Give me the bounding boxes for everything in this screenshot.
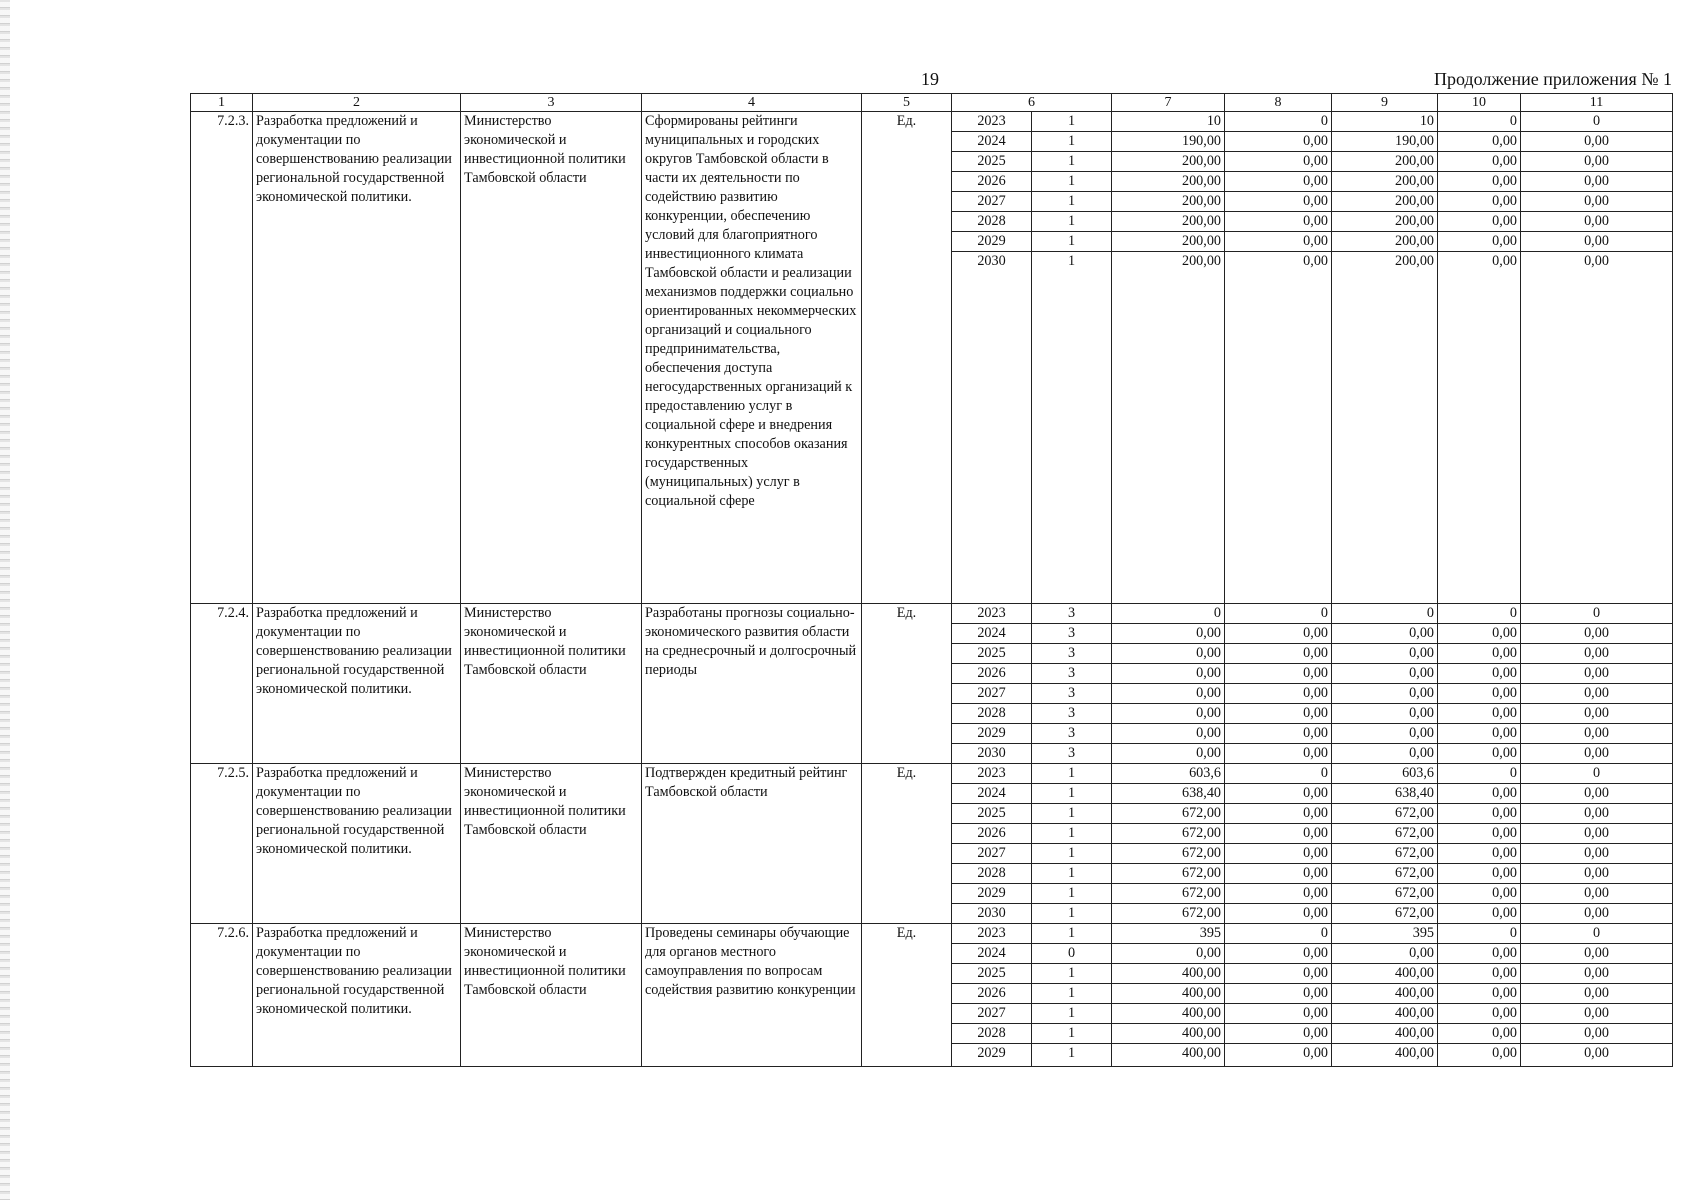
- value-regional-cell: 190,00: [1332, 132, 1438, 152]
- continuation-label: Продолжение приложения № 1: [1433, 69, 1672, 89]
- executor-cell: Министерство экономической и инвестиционной политики Тамбовской области: [461, 924, 642, 1067]
- value-extra-cell: 0,00: [1521, 844, 1673, 864]
- value-total-cell: 200,00: [1112, 252, 1225, 604]
- value-extra-cell: 0,00: [1521, 944, 1673, 964]
- value-extra-cell: 0: [1521, 112, 1673, 132]
- value-federal-cell: 0: [1225, 112, 1332, 132]
- value-extra-cell: 0,00: [1521, 784, 1673, 804]
- value-federal-cell: 0,00: [1225, 1004, 1332, 1024]
- year-cell: 2023: [952, 112, 1032, 132]
- year-cell: 2028: [952, 704, 1032, 724]
- col-header: 7: [1112, 94, 1225, 112]
- year-cell: 2026: [952, 172, 1032, 192]
- value-municipal-cell: 0: [1438, 112, 1521, 132]
- count-cell: 1: [1032, 252, 1112, 604]
- value-total-cell: 672,00: [1112, 804, 1225, 824]
- appendix-table: [190, 93, 1673, 1067]
- value-regional-cell: 603,6: [1332, 764, 1438, 784]
- value-total-cell: 0,00: [1112, 744, 1225, 764]
- block-code: 7.2.5.: [191, 764, 253, 924]
- value-federal-cell: 0,00: [1225, 984, 1332, 1004]
- value-municipal-cell: 0,00: [1438, 1044, 1521, 1067]
- value-total-cell: 672,00: [1112, 864, 1225, 884]
- count-cell: 3: [1032, 624, 1112, 644]
- value-total-cell: 400,00: [1112, 964, 1225, 984]
- value-municipal-cell: 0,00: [1438, 804, 1521, 824]
- year-cell: 2030: [952, 744, 1032, 764]
- value-total-cell: 0,00: [1112, 684, 1225, 704]
- count-cell: 0: [1032, 944, 1112, 964]
- value-federal-cell: 0,00: [1225, 212, 1332, 232]
- value-extra-cell: 0,00: [1521, 984, 1673, 1004]
- value-federal-cell: 0,00: [1225, 644, 1332, 664]
- value-municipal-cell: 0,00: [1438, 704, 1521, 724]
- value-regional-cell: 200,00: [1332, 212, 1438, 232]
- result-cell: Сформированы рейтинги муниципальных и городских округов Тамбовской области в части их деятельности по содействию развитию конкуренции, обеспечению условий для благоприятного инвестиционного климата Тамбовской области и реализации механизмов поддержки социально ориентированных некоммерческих организаций и социального предпринимательства, обеспечения доступа негосударственных организаций к предоставлению услуг в социальной сфере и внедрения конкурентных способов оказания государственных (муниципальных) услуг в социальной сфере: [642, 112, 862, 604]
- value-federal-cell: 0,00: [1225, 944, 1332, 964]
- value-municipal-cell: 0,00: [1438, 664, 1521, 684]
- value-regional-cell: 400,00: [1332, 1044, 1438, 1067]
- count-cell: 1: [1032, 112, 1112, 132]
- value-extra-cell: 0,00: [1521, 684, 1673, 704]
- value-federal-cell: 0,00: [1225, 704, 1332, 724]
- value-federal-cell: 0,00: [1225, 844, 1332, 864]
- value-federal-cell: 0,00: [1225, 964, 1332, 984]
- value-extra-cell: 0,00: [1521, 884, 1673, 904]
- value-municipal-cell: 0,00: [1438, 172, 1521, 192]
- value-total-cell: 638,40: [1112, 784, 1225, 804]
- value-regional-cell: 672,00: [1332, 864, 1438, 884]
- year-cell: 2023: [952, 764, 1032, 784]
- value-municipal-cell: 0,00: [1438, 964, 1521, 984]
- table-row: [191, 924, 1673, 944]
- value-federal-cell: 0: [1225, 604, 1332, 624]
- count-cell: 1: [1032, 232, 1112, 252]
- value-extra-cell: 0,00: [1521, 704, 1673, 724]
- value-total-cell: 672,00: [1112, 904, 1225, 924]
- year-cell: 2030: [952, 904, 1032, 924]
- year-cell: 2023: [952, 924, 1032, 944]
- value-municipal-cell: 0,00: [1438, 1024, 1521, 1044]
- value-total-cell: 10: [1112, 112, 1225, 132]
- value-regional-cell: 0,00: [1332, 684, 1438, 704]
- value-regional-cell: 0,00: [1332, 744, 1438, 764]
- page-number: 19: [921, 69, 939, 89]
- value-total-cell: 395: [1112, 924, 1225, 944]
- count-cell: 1: [1032, 192, 1112, 212]
- value-municipal-cell: 0,00: [1438, 884, 1521, 904]
- value-federal-cell: 0: [1225, 764, 1332, 784]
- year-cell: 2028: [952, 1024, 1032, 1044]
- value-total-cell: 200,00: [1112, 192, 1225, 212]
- value-municipal-cell: 0: [1438, 764, 1521, 784]
- col-header: 2: [253, 94, 461, 112]
- count-cell: 3: [1032, 644, 1112, 664]
- value-federal-cell: 0,00: [1225, 684, 1332, 704]
- table-row: [191, 764, 1673, 784]
- year-cell: 2029: [952, 1044, 1032, 1067]
- event-cell: Разработка предложений и документации по совершенствованию реализации региональной государственной экономической политики.: [253, 604, 461, 764]
- block-code: 7.2.4.: [191, 604, 253, 764]
- value-regional-cell: 672,00: [1332, 884, 1438, 904]
- value-federal-cell: 0,00: [1225, 232, 1332, 252]
- value-federal-cell: 0,00: [1225, 132, 1332, 152]
- count-cell: 1: [1032, 924, 1112, 944]
- count-cell: 1: [1032, 1044, 1112, 1067]
- year-cell: 2028: [952, 864, 1032, 884]
- count-cell: 1: [1032, 172, 1112, 192]
- value-regional-cell: 400,00: [1332, 1024, 1438, 1044]
- value-federal-cell: 0,00: [1225, 804, 1332, 824]
- value-federal-cell: 0,00: [1225, 784, 1332, 804]
- value-regional-cell: 400,00: [1332, 964, 1438, 984]
- count-cell: 1: [1032, 884, 1112, 904]
- value-extra-cell: 0,00: [1521, 804, 1673, 824]
- value-total-cell: 400,00: [1112, 984, 1225, 1004]
- value-municipal-cell: 0,00: [1438, 252, 1521, 604]
- count-cell: 1: [1032, 1004, 1112, 1024]
- col-header: 4: [642, 94, 862, 112]
- value-extra-cell: 0,00: [1521, 212, 1673, 232]
- value-regional-cell: 395: [1332, 924, 1438, 944]
- value-municipal-cell: 0,00: [1438, 192, 1521, 212]
- value-federal-cell: 0,00: [1225, 724, 1332, 744]
- value-municipal-cell: 0,00: [1438, 984, 1521, 1004]
- executor-cell: Министерство экономической и инвестиционной политики Тамбовской области: [461, 112, 642, 604]
- year-cell: 2025: [952, 804, 1032, 824]
- value-municipal-cell: 0,00: [1438, 132, 1521, 152]
- col-header: 6: [952, 94, 1112, 112]
- value-total-cell: 0,00: [1112, 664, 1225, 684]
- year-cell: 2024: [952, 132, 1032, 152]
- value-total-cell: 200,00: [1112, 172, 1225, 192]
- value-regional-cell: 672,00: [1332, 904, 1438, 924]
- value-extra-cell: 0: [1521, 764, 1673, 784]
- year-cell: 2024: [952, 944, 1032, 964]
- value-regional-cell: 400,00: [1332, 984, 1438, 1004]
- year-cell: 2029: [952, 884, 1032, 904]
- value-total-cell: 603,6: [1112, 764, 1225, 784]
- value-extra-cell: 0,00: [1521, 152, 1673, 172]
- value-regional-cell: 200,00: [1332, 152, 1438, 172]
- value-total-cell: 0,00: [1112, 724, 1225, 744]
- count-cell: 1: [1032, 824, 1112, 844]
- value-total-cell: 672,00: [1112, 884, 1225, 904]
- count-cell: 3: [1032, 684, 1112, 704]
- col-header: 8: [1225, 94, 1332, 112]
- value-municipal-cell: 0,00: [1438, 152, 1521, 172]
- value-regional-cell: 0,00: [1332, 944, 1438, 964]
- value-regional-cell: 400,00: [1332, 1004, 1438, 1024]
- value-federal-cell: 0,00: [1225, 824, 1332, 844]
- header-row: [191, 94, 1673, 112]
- value-federal-cell: 0: [1225, 924, 1332, 944]
- result-cell: Проведены семинары обучающие для органов местного самоуправления по вопросам содействия развитию конкуренции: [642, 924, 862, 1067]
- year-cell: 2030: [952, 252, 1032, 604]
- count-cell: 3: [1032, 604, 1112, 624]
- count-cell: 1: [1032, 784, 1112, 804]
- count-cell: 1: [1032, 212, 1112, 232]
- value-total-cell: 400,00: [1112, 1004, 1225, 1024]
- value-regional-cell: 672,00: [1332, 844, 1438, 864]
- year-cell: 2026: [952, 824, 1032, 844]
- value-regional-cell: 0,00: [1332, 724, 1438, 744]
- count-cell: 1: [1032, 132, 1112, 152]
- count-cell: 3: [1032, 724, 1112, 744]
- value-federal-cell: 0,00: [1225, 172, 1332, 192]
- count-cell: 1: [1032, 964, 1112, 984]
- value-total-cell: 200,00: [1112, 152, 1225, 172]
- value-extra-cell: 0,00: [1521, 1044, 1673, 1067]
- col-header: 10: [1438, 94, 1521, 112]
- year-cell: 2027: [952, 844, 1032, 864]
- value-municipal-cell: 0,00: [1438, 212, 1521, 232]
- value-regional-cell: 0,00: [1332, 624, 1438, 644]
- value-total-cell: 0,00: [1112, 944, 1225, 964]
- value-regional-cell: 672,00: [1332, 824, 1438, 844]
- count-cell: 3: [1032, 704, 1112, 724]
- value-extra-cell: 0: [1521, 924, 1673, 944]
- year-cell: 2028: [952, 212, 1032, 232]
- value-regional-cell: 200,00: [1332, 172, 1438, 192]
- col-header: 1: [191, 94, 253, 112]
- unit-cell: Ед.: [862, 112, 952, 604]
- col-header: 3: [461, 94, 642, 112]
- value-extra-cell: 0,00: [1521, 644, 1673, 664]
- year-cell: 2025: [952, 644, 1032, 664]
- value-extra-cell: 0,00: [1521, 904, 1673, 924]
- value-total-cell: 200,00: [1112, 232, 1225, 252]
- value-regional-cell: 0,00: [1332, 664, 1438, 684]
- value-municipal-cell: 0,00: [1438, 864, 1521, 884]
- value-regional-cell: 638,40: [1332, 784, 1438, 804]
- value-total-cell: 400,00: [1112, 1024, 1225, 1044]
- value-municipal-cell: 0,00: [1438, 784, 1521, 804]
- value-federal-cell: 0,00: [1225, 744, 1332, 764]
- result-cell: Разработаны прогнозы социально-экономического развития области на среднесрочный и долгосрочный периоды: [642, 604, 862, 764]
- executor-cell: Министерство экономической и инвестиционной политики Тамбовской области: [461, 764, 642, 924]
- value-regional-cell: 0,00: [1332, 704, 1438, 724]
- value-extra-cell: 0,00: [1521, 252, 1673, 604]
- value-federal-cell: 0,00: [1225, 1044, 1332, 1067]
- count-cell: 1: [1032, 1024, 1112, 1044]
- table-row: [191, 604, 1673, 624]
- value-extra-cell: 0,00: [1521, 132, 1673, 152]
- event-cell: Разработка предложений и документации по совершенствованию реализации региональной государственной экономической политики.: [253, 924, 461, 1067]
- value-municipal-cell: 0,00: [1438, 724, 1521, 744]
- count-cell: 3: [1032, 664, 1112, 684]
- event-cell: Разработка предложений и документации по совершенствованию реализации региональной государственной экономической политики.: [253, 112, 461, 604]
- value-municipal-cell: 0,00: [1438, 232, 1521, 252]
- count-cell: 1: [1032, 984, 1112, 1004]
- value-extra-cell: 0,00: [1521, 1024, 1673, 1044]
- block-code: 7.2.3.: [191, 112, 253, 604]
- value-extra-cell: 0,00: [1521, 624, 1673, 644]
- table-row: [191, 112, 1673, 132]
- value-total-cell: 200,00: [1112, 212, 1225, 232]
- value-municipal-cell: 0,00: [1438, 824, 1521, 844]
- value-extra-cell: 0,00: [1521, 964, 1673, 984]
- col-header: 9: [1332, 94, 1438, 112]
- value-federal-cell: 0,00: [1225, 192, 1332, 212]
- count-cell: 1: [1032, 904, 1112, 924]
- value-municipal-cell: 0,00: [1438, 744, 1521, 764]
- year-cell: 2026: [952, 984, 1032, 1004]
- value-regional-cell: 0,00: [1332, 644, 1438, 664]
- year-cell: 2024: [952, 784, 1032, 804]
- executor-cell: Министерство экономической и инвестиционной политики Тамбовской области: [461, 604, 642, 764]
- value-federal-cell: 0,00: [1225, 884, 1332, 904]
- value-municipal-cell: 0,00: [1438, 644, 1521, 664]
- value-municipal-cell: 0,00: [1438, 904, 1521, 924]
- table-body: [191, 112, 1673, 1067]
- year-cell: 2025: [952, 152, 1032, 172]
- value-municipal-cell: 0,00: [1438, 844, 1521, 864]
- value-extra-cell: 0,00: [1521, 744, 1673, 764]
- value-regional-cell: 672,00: [1332, 804, 1438, 824]
- year-cell: 2026: [952, 664, 1032, 684]
- col-header: 5: [862, 94, 952, 112]
- value-total-cell: 0: [1112, 604, 1225, 624]
- value-extra-cell: 0,00: [1521, 192, 1673, 212]
- value-total-cell: 0,00: [1112, 704, 1225, 724]
- scan-edge: [0, 0, 10, 1200]
- block-code: 7.2.6.: [191, 924, 253, 1067]
- count-cell: 1: [1032, 864, 1112, 884]
- value-total-cell: 672,00: [1112, 824, 1225, 844]
- event-cell: Разработка предложений и документации по совершенствованию реализации региональной государственной экономической политики.: [253, 764, 461, 924]
- value-federal-cell: 0,00: [1225, 904, 1332, 924]
- count-cell: 1: [1032, 804, 1112, 824]
- value-federal-cell: 0,00: [1225, 1024, 1332, 1044]
- year-cell: 2025: [952, 964, 1032, 984]
- year-cell: 2029: [952, 232, 1032, 252]
- count-cell: 1: [1032, 844, 1112, 864]
- result-cell: Подтвержден кредитный рейтинг Тамбовской области: [642, 764, 862, 924]
- value-total-cell: 0,00: [1112, 624, 1225, 644]
- value-extra-cell: 0,00: [1521, 1004, 1673, 1024]
- count-cell: 1: [1032, 764, 1112, 784]
- value-municipal-cell: 0,00: [1438, 1004, 1521, 1024]
- value-federal-cell: 0,00: [1225, 152, 1332, 172]
- year-cell: 2027: [952, 192, 1032, 212]
- col-header: 11: [1521, 94, 1673, 112]
- value-regional-cell: 200,00: [1332, 252, 1438, 604]
- year-cell: 2027: [952, 684, 1032, 704]
- value-regional-cell: 10: [1332, 112, 1438, 132]
- value-federal-cell: 0,00: [1225, 624, 1332, 644]
- value-municipal-cell: 0: [1438, 924, 1521, 944]
- value-municipal-cell: 0,00: [1438, 944, 1521, 964]
- value-extra-cell: 0,00: [1521, 232, 1673, 252]
- year-cell: 2027: [952, 1004, 1032, 1024]
- count-cell: 3: [1032, 744, 1112, 764]
- value-extra-cell: 0,00: [1521, 724, 1673, 744]
- value-regional-cell: 200,00: [1332, 192, 1438, 212]
- value-total-cell: 190,00: [1112, 132, 1225, 152]
- value-extra-cell: 0,00: [1521, 864, 1673, 884]
- value-extra-cell: 0,00: [1521, 664, 1673, 684]
- value-federal-cell: 0,00: [1225, 664, 1332, 684]
- value-extra-cell: 0: [1521, 604, 1673, 624]
- count-cell: 1: [1032, 152, 1112, 172]
- value-total-cell: 672,00: [1112, 844, 1225, 864]
- unit-cell: Ед.: [862, 604, 952, 764]
- year-cell: 2023: [952, 604, 1032, 624]
- value-federal-cell: 0,00: [1225, 864, 1332, 884]
- value-total-cell: 400,00: [1112, 1044, 1225, 1067]
- unit-cell: Ед.: [862, 924, 952, 1067]
- year-cell: 2029: [952, 724, 1032, 744]
- value-extra-cell: 0,00: [1521, 824, 1673, 844]
- value-municipal-cell: 0,00: [1438, 684, 1521, 704]
- value-regional-cell: 200,00: [1332, 232, 1438, 252]
- value-federal-cell: 0,00: [1225, 252, 1332, 604]
- value-total-cell: 0,00: [1112, 644, 1225, 664]
- unit-cell: Ед.: [862, 764, 952, 924]
- value-municipal-cell: 0,00: [1438, 624, 1521, 644]
- value-municipal-cell: 0: [1438, 604, 1521, 624]
- value-extra-cell: 0,00: [1521, 172, 1673, 192]
- value-regional-cell: 0: [1332, 604, 1438, 624]
- year-cell: 2024: [952, 624, 1032, 644]
